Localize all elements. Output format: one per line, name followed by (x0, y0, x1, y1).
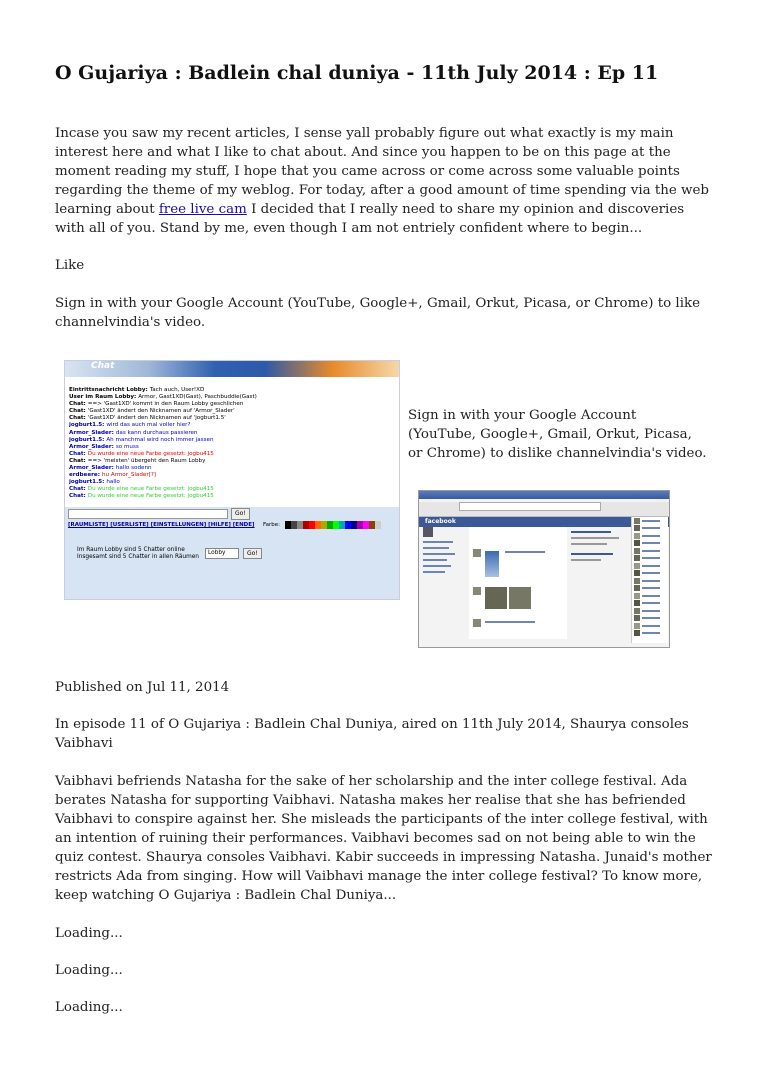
fb-chat-contact[interactable] (632, 577, 668, 585)
chat-log-line: Chat: Du wurde eine neue Farbe gesetzt: jogbu415 (69, 486, 214, 493)
chat-log-line: Armor_Slader: hallo sodenn (69, 465, 152, 472)
avatar (634, 518, 640, 524)
color-swatch[interactable] (375, 521, 381, 529)
chat-log (65, 377, 399, 517)
fb-chat-contact[interactable] (632, 592, 668, 600)
avatar (634, 548, 640, 554)
published-date: Published on Jul 11, 2014 (55, 680, 230, 695)
chat-color-swatches (285, 521, 381, 529)
avatar (634, 570, 640, 576)
avatar (634, 608, 640, 614)
chat-log-line: jogburt1.5: Ah manchmal wird noch immer jassen (69, 436, 214, 443)
fb-chat-contact[interactable] (632, 525, 668, 533)
chat-log-line: Chat: Du wurde eine neue Farbe gesetzt: jogbu415 (69, 493, 214, 500)
avatar (634, 630, 640, 636)
fb-chat-contact[interactable] (632, 600, 668, 608)
fb-chat-contact[interactable] (632, 607, 668, 615)
fb-chat-contact[interactable] (632, 622, 668, 630)
chat-room-status: Im Raum Lobby sind 5 Chatter online Insgesamt sind 5 Chatter in allen Räumen (77, 547, 199, 560)
chat-log-line: Chat: ==> 'meisten' übergeht den Raum Lobby (69, 457, 206, 464)
free-live-cam-link[interactable]: free live cam (158, 202, 247, 217)
avatar (634, 623, 640, 629)
chat-logo: Chat (91, 361, 115, 371)
fb-chat-contact[interactable] (632, 540, 668, 548)
avatar (634, 525, 640, 531)
facebook-screenshot (418, 490, 670, 648)
fb-news-feed (469, 527, 567, 639)
page-title: O Gujariya : Badlein chal duniya - 11th July 2014 : Ep 11 (55, 62, 659, 84)
fb-left-nav (423, 527, 463, 639)
fb-chat-contact[interactable] (632, 547, 668, 555)
chat-log-line: Chat: 'Gast1XD' ändert den Nicknamen auf 'jogburt1.5' (69, 415, 226, 422)
chat-links[interactable]: [RAUMLISTE] [USERLISTE] [EINSTELLUNGEN] [HILFE] [ENDE] (68, 522, 255, 528)
avatar (634, 555, 640, 561)
chat-log-line: jogburt1.5: wird das auch mal voller hier? (69, 422, 191, 429)
avatar (634, 600, 640, 606)
chat-log-line: Armor_Slader: so muss (69, 443, 139, 450)
fb-chat-contact[interactable] (632, 532, 668, 540)
episode-summary: In episode 11 of O Gujariya : Badlein Chal Duniya, aired on 11th July 2014, Shaurya consoles Vaibhavi (55, 717, 689, 751)
description: Vaibhavi befriends Natasha for the sake of her scholarship and the inter college festival. Ada berates Natasha for supporting Vaibhavi. Natasha makes her realise that she has befriended Vaibhavi to conspire against her. She misleads the participants of the inter college festival, with an intention of ruining their performances. Vaibhavi becomes sad on not being able to win the quiz contest. Shaurya consoles Vaibhavi. Kabir succeeds in impressing Natasha. Junaid's mother restricts Ada from singing. How will Vaibhavi manage the inter college festival? To know more, keep watching O Gujariya : Badlein Chal Duniya... (55, 774, 712, 903)
chat-message-input[interactable] (68, 509, 228, 519)
avatar (634, 540, 640, 546)
fb-right-column (571, 527, 627, 639)
fb-chat-contact[interactable] (632, 562, 668, 570)
browser-address-bar (459, 502, 601, 511)
chat-room-select[interactable]: Lobby (205, 548, 239, 559)
loading-1: Loading... (55, 926, 123, 941)
like-signin-text: Sign in with your Google Account (YouTube, Google+, Gmail, Orkut, Picasa, or Chrome) to like channelvindia's video. (55, 296, 701, 330)
fb-chat-sidebar (631, 517, 668, 643)
loading-2: Loading... (55, 963, 123, 978)
browser-toolbar (419, 502, 669, 517)
chat-log-line: User im Raum Lobby: Armor, Gast1XD(Gast), Paschbuddie(Gast) (69, 394, 257, 401)
chat-log-line: Armor_Slader: das kann durchaus passieren (69, 429, 198, 436)
chat-log-line: Eintrittsnachricht Lobby: Tach auch, User!XD (69, 387, 205, 393)
fb-chat-contact[interactable] (632, 585, 668, 593)
chat-controls (65, 507, 399, 599)
chat-log-line: erdbeere: hu Armor_Slader[?] (69, 472, 156, 479)
browser-titlebar (419, 491, 669, 499)
fb-logo: facebook (425, 518, 456, 525)
fb-chat-contact[interactable] (632, 630, 668, 638)
avatar (634, 533, 640, 539)
like-label: Like (55, 258, 85, 273)
fb-chat-contact[interactable] (632, 570, 668, 578)
avatar (634, 563, 640, 569)
avatar (634, 593, 640, 599)
dislike-signin-text: Sign in with your Google Account (YouTube, Google+, Gmail, Orkut, Picasa, or Chrome) to dislike channelvindia's video. (408, 408, 707, 461)
avatar (634, 615, 640, 621)
chat-go-button[interactable]: Go! (231, 508, 250, 520)
avatar (634, 578, 640, 584)
fb-chat-contact[interactable] (632, 555, 668, 563)
intro-paragraph: Incase you saw my recent articles, I sense yall probably figure out what exactly is my main interest here and what I like to chat about. And since you happen to be on this page at the moment reading my stuff, I hope that you came across or come across some valuable points regarding the theme of my weblog. For today, after a good amount of time spending via the web learning about free live cam I decided that I really need to share my opinion and discoveries with all of you. Stand by me, even though I am not entriely confident where to begin... (55, 126, 709, 236)
chat-color-label: Farbe: (263, 522, 281, 528)
chat-log-line: Chat: ==> 'Gast1XD' kommt in den Raum Lobby geschlichen (69, 401, 244, 408)
chat-log-line: Chat: 'Gast1XD' ändert den Nicknamen auf 'Armor_Slader' (69, 408, 235, 415)
fb-chat-contact[interactable] (632, 615, 668, 623)
chat-log-line: Chat: Du wurde eine neue Farbe gesetzt: jogbu415 (69, 450, 214, 457)
chat-room-go-button[interactable]: Go! (243, 548, 262, 559)
fb-chat-contact[interactable] (632, 517, 668, 525)
loading-3: Loading... (55, 1000, 123, 1015)
avatar (634, 585, 640, 591)
chat-screenshot (64, 360, 400, 600)
chat-banner (65, 361, 399, 377)
chat-log-line: jogburt1.5: hallo (69, 479, 120, 486)
